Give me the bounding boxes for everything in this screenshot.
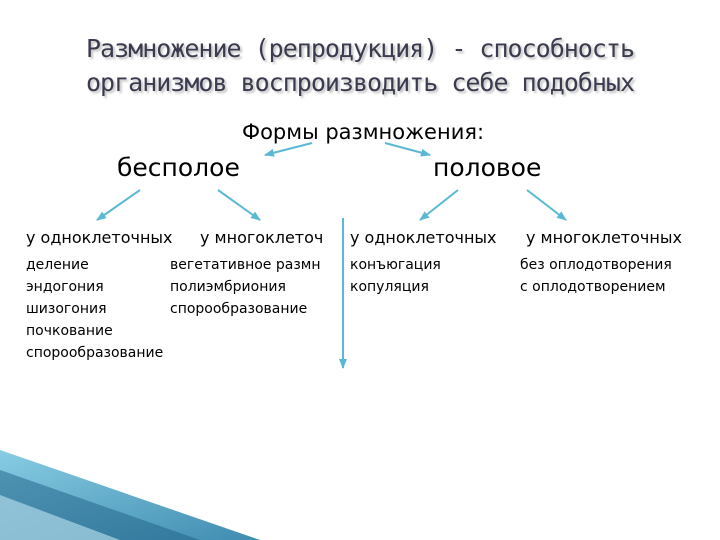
asexual-multicellular-node: у многоклеточ — [200, 228, 324, 247]
arrow-to-asexual-unicellular — [97, 190, 140, 220]
list-item: почкование — [26, 323, 113, 339]
arrow-to-sexual-unicellular — [420, 190, 458, 220]
list-item: копуляция — [350, 279, 429, 295]
arrow-to-sexual-multicellular — [527, 190, 566, 220]
title-line-1: Размножение (репродукция) - способность — [86, 34, 634, 63]
arrow-to-asexual — [265, 143, 312, 155]
asexual-unicellular-list — [26, 254, 163, 364]
title-line-2: организмов воспроизводить себе подобных — [86, 68, 634, 97]
asexual-unicellular-node: у одноклеточных — [26, 228, 173, 247]
list-item: без оплодотворения — [520, 257, 672, 273]
sexual-node: половое — [433, 153, 542, 182]
list-item: деление — [26, 257, 89, 273]
arrow-to-asexual-multicellular — [218, 190, 260, 220]
asexual-multicellular-list — [170, 254, 320, 320]
list-item: с оплодотворением — [520, 279, 666, 295]
root-node: Формы размножения: — [242, 120, 485, 144]
list-item: спорообразование — [26, 345, 164, 361]
sexual-unicellular-list — [350, 254, 441, 298]
list-item: спорообразование — [170, 301, 308, 317]
list-item: полиэмбриония — [170, 279, 286, 295]
decorative-corner-graphic — [0, 450, 260, 540]
asexual-node: бесполое — [117, 153, 240, 182]
sexual-unicellular-node: у одноклеточных — [350, 228, 497, 247]
sexual-multicellular-node: у многоклеточных — [526, 228, 682, 247]
list-item: эндогония — [26, 279, 104, 295]
list-item: вегетативное размн — [170, 257, 321, 273]
list-item: шизогония — [26, 301, 107, 317]
list-item: конъюгация — [350, 257, 441, 273]
arrow-to-sexual — [385, 143, 430, 155]
sexual-multicellular-list — [520, 254, 672, 298]
